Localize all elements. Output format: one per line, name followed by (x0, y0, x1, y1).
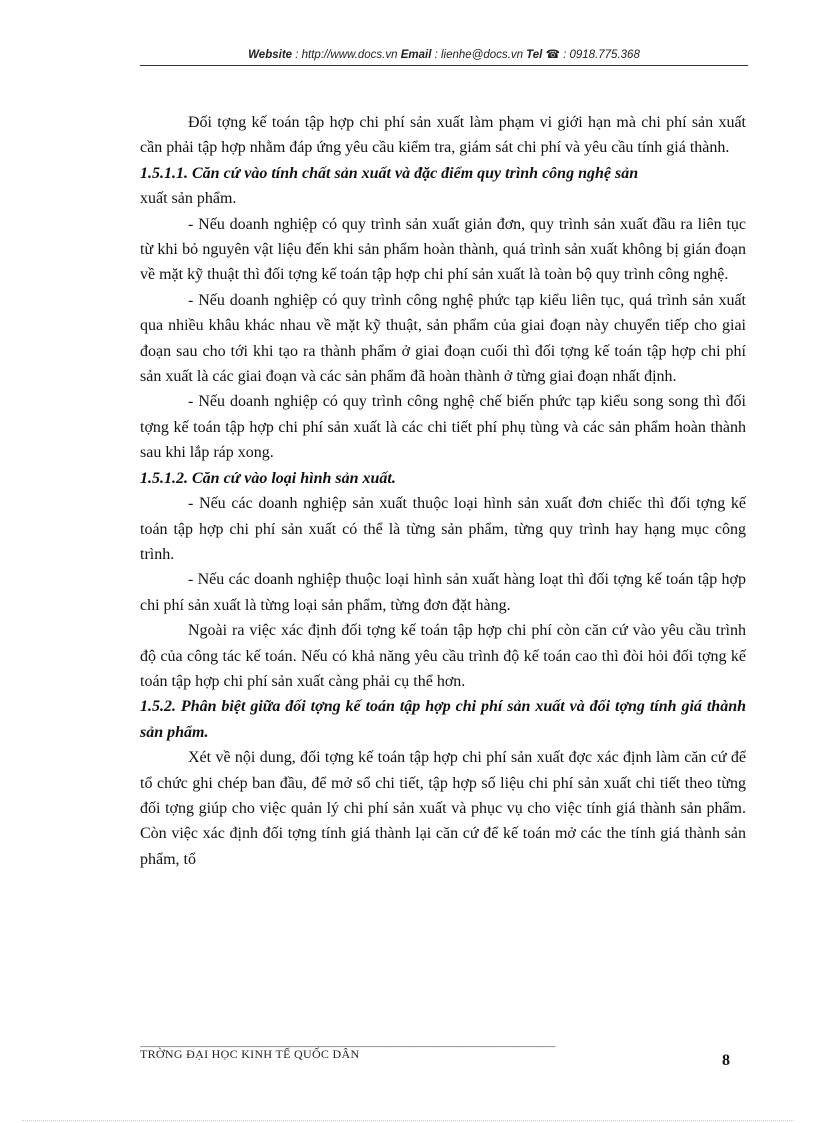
header-divider (140, 65, 748, 66)
footer-divider: ____________________________________________________________________ (140, 1040, 555, 1048)
website-label: Website (248, 49, 293, 61)
page-bottom-dotted-line (22, 1120, 794, 1121)
tel-label: Tel (526, 49, 543, 61)
email-value: : lienhe@docs.vn (431, 49, 527, 61)
paragraph-2: - Nếu doanh nghiệp có quy trình sản xuất giản đơn, quy trình sản xuất đầu ra liên tục từ khi bỏ nguyên vật liệu đến khi sản phẩm hoàn thành, quá trình sản xuất không bị gián đoạn về mặt kỹ thuật thì đối tợng kế toán tập hợp chi phí sản xuất là toàn bộ quy trình công nghệ. (140, 215, 746, 284)
document-body (140, 110, 746, 872)
footer-institution: TRỜNG ĐẠI HỌC KINH TẾ QUỐC DÂN (140, 1047, 360, 1061)
paragraph-5: - Nếu các doanh nghiệp sản xuất thuộc loại hình sản xuất đơn chiếc thì đối tợng kế toán tập hợp chi phí sản xuất có thể là từng sản phẩm, từng quy trình hay hạng mục công trình. (140, 495, 746, 563)
email-label: Email (400, 49, 432, 61)
section-heading-1-5-1-1-continuation: xuất sản phẩm. (140, 190, 237, 208)
phone-icon: ☎ (545, 49, 560, 61)
website-value: : http://www.docs.vn (292, 49, 401, 61)
section-heading-1-5-2: 1.5.2. Phân biệt giữa đối tợng kế toán tập hợp chi phí sản xuất và đối tợng tính giá thành sản phẩm. (140, 698, 746, 741)
paragraph-8: Xét về nội dung, đối tợng kế toán tập hợp chi phí sản xuất đợc xác định làm căn cứ để tổ chức ghi chép ban đầu, để mở sổ chi tiết, tập hợp số liệu chi phí sản xuất chi tiết theo từng đối tợng giúp cho việc quản lý chi phí sản xuất và phục vụ cho việc tính giá thành sản phẩm. Còn việc xác định đối tợng tính giá thành lại căn cứ để kế toán mở các the tính giá thành sản phẩm, tổ (140, 749, 746, 868)
paragraph-7: Ngoài ra việc xác định đối tợng kế toán tập hợp chi phí còn căn cứ vào yêu cầu trình độ của công tác kế toán. Nếu có khả năng yêu cầu trình độ kế toán cao thì đòi hỏi đối tợng kế toán tập hợp chi phí sản xuất càng phải cụ thể hơn. (140, 622, 746, 690)
page-number: 8 (722, 1052, 730, 1069)
paragraph-6: - Nếu các doanh nghiệp thuộc loại hình sản xuất hàng loạt thì đối tợng kế toán tập hợp chi phí sản xuất là từng loại sản phẩm, từng đơn đặt hàng. (140, 571, 746, 614)
paragraph-4: - Nếu doanh nghiệp có quy trình công nghệ chế biến phức tạp kiểu song song thì đối tợng kế toán tập hợp chi phí sản xuất là các chi tiết phí phụ tùng và các sản phẩm hoàn thành sau khi lắp ráp xong. (140, 393, 746, 462)
paragraph-3: - Nếu doanh nghiệp có quy trình công nghệ phức tạp kiểu liên tục, quá trình sản xuất qua nhiều khâu khác nhau về mặt kỹ thuật, sản phẩm của giai đoạn này chuyển tiếp cho giai đoạn sau cho tới khi tạo ra thành phẩm ở giai đoạn cuối thì đối tợng kế toán tập hợp chi phí sản xuất là các giai đoạn và các sản phẩm đã hoàn thành ở từng giai đoạn nhất định. (140, 291, 746, 386)
section-heading-1-5-1-1: 1.5.1.1. Căn cứ vào tính chất sản xuất và đặc điểm quy trình công nghệ sản (140, 164, 639, 182)
page-header (140, 47, 748, 61)
tel-value: : 0918.775.368 (559, 49, 640, 61)
section-heading-1-5-1-2: 1.5.1.2. Căn cứ vào loại hình sản xuất. (140, 469, 396, 487)
paragraph-1: Đối tợng kế toán tập hợp chi phí sản xuất làm phạm vi giới hạn mà chi phí sản xuất cần phải tập hợp nhằm đáp ứng yêu cầu kiểm tra, giám sát chi phí và yêu cầu tính giá thành. (140, 114, 746, 157)
